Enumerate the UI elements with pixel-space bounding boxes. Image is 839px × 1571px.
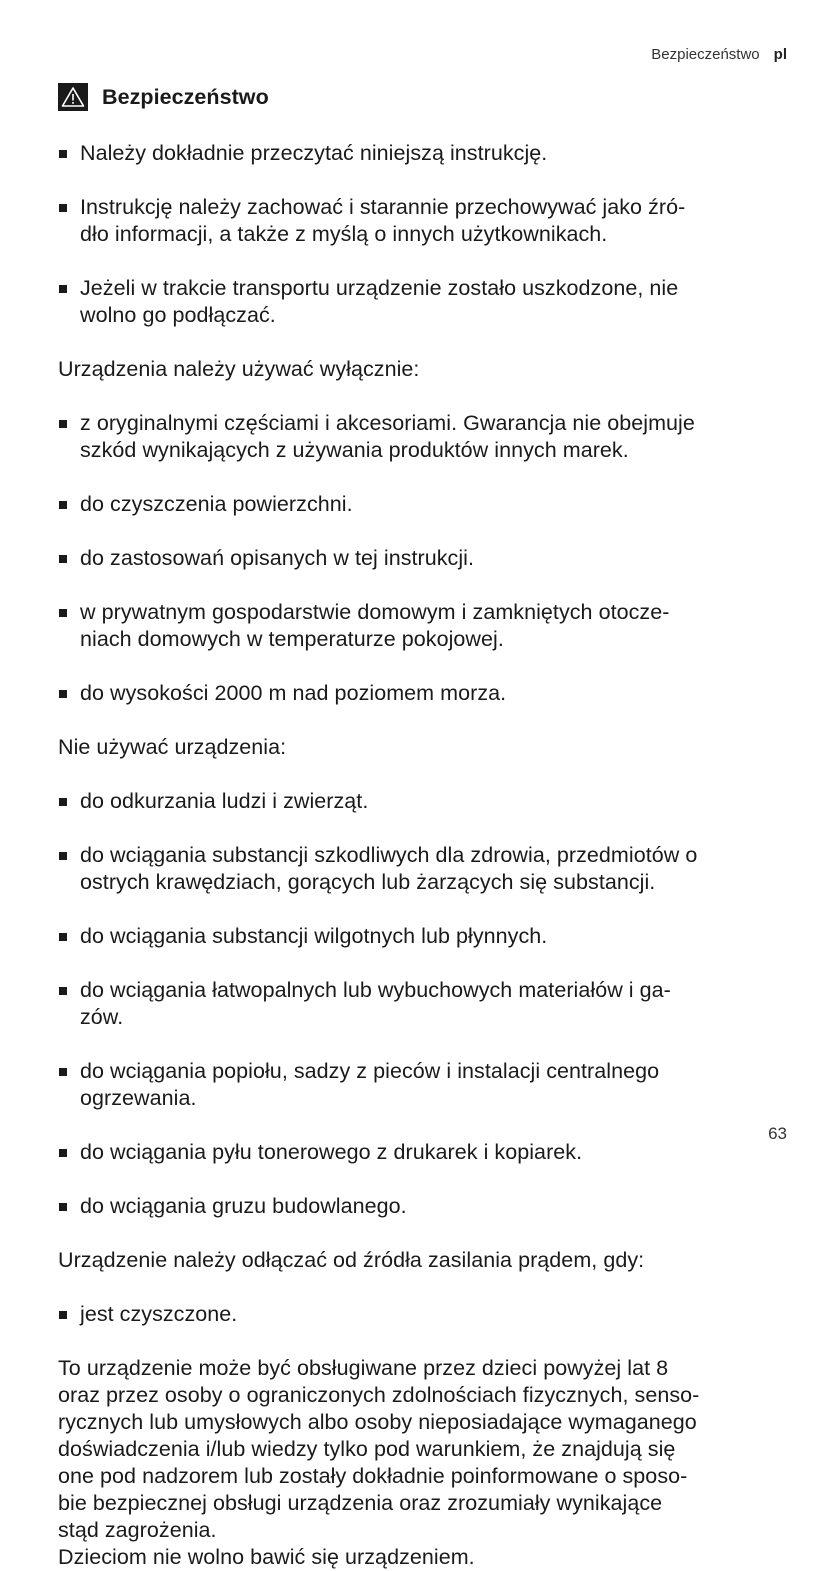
use-heading: Urządzenia należy używać wyłącznie: xyxy=(58,357,420,381)
list-item: do wciągania gruzu budowlanego. xyxy=(58,1193,798,1220)
list-item: Jeżeli w trakcie transportu urządzenie zostało uszkodzone, nie wolno go podłączać. xyxy=(58,275,798,329)
list-item: Należy dokładnie przeczytać niniejszą instrukcję. xyxy=(58,140,798,167)
play-paragraph: Dzieciom nie wolno bawić się urządzeniem. xyxy=(58,1545,475,1569)
children-paragraph: To urządzenie może być obsługiwane przez dzieci powyżej lat 8 oraz przez osoby o ograniczonych zdolnościach fizycznych, senso- rycznych lub umysłowych albo osoby nieposiadające wymaganego doświadczenia i/lub wiedzy tylko pod warunkiem, że znajdują się one pod nadzorem lub zostały dokładnie poinformowane o sposo- bie bezpiecznej obsługi urządzenia oraz zrozumiały wynikające stąd zagrożenia. xyxy=(58,1356,700,1542)
list-item: jest czyszczone. xyxy=(58,1301,798,1328)
warning-triangle-icon xyxy=(58,83,88,111)
section-title xyxy=(58,82,798,112)
running-header-lang: pl xyxy=(773,46,787,63)
list-item: do czyszczenia powierzchni. xyxy=(58,491,798,518)
list-item: do wciągania łatwopalnych lub wybuchowych materiałów i ga- zów. xyxy=(58,977,798,1031)
list-item: do wciągania pyłu tonerowego z drukarek i kopiarek. xyxy=(58,1139,798,1166)
nouse-heading: Nie używać urządzenia: xyxy=(58,735,287,759)
running-header-section: Bezpieczeństwo xyxy=(651,46,760,63)
list-item: w prywatnym gospodarstwie domowym i zamkniętych otocze- niach domowych w temperaturze pokojowej. xyxy=(58,599,798,653)
nouse-list xyxy=(58,761,798,1247)
section-title-text: Bezpieczeństwo xyxy=(102,85,269,109)
list-item: Instrukcję należy zachować i starannie przechowywać jako źró- dło informacji, a także z myślą o innych użytkownikach. xyxy=(58,194,798,248)
list-item: do wciągania popiołu, sadzy z pieców i instalacji centralnego ogrzewania. xyxy=(58,1058,798,1112)
running-header xyxy=(651,46,787,63)
disconnect-list xyxy=(58,1274,798,1355)
list-item: z oryginalnymi częściami i akcesoriami. Gwarancja nie obejmuje szkód wynikających z używania produktów innych marek. xyxy=(58,410,798,464)
list-item: do zastosowań opisanych w tej instrukcji. xyxy=(58,545,798,572)
list-item: do wysokości 2000 m nad poziomem morza. xyxy=(58,680,798,707)
page-number: 63 xyxy=(768,1124,787,1143)
list-item: do wciągania substancji szkodliwych dla zdrowia, przedmiotów o ostrych krawędziach, gorących lub żarzących się substancji. xyxy=(58,842,798,896)
list-item: do odkurzania ludzi i zwierząt. xyxy=(58,788,798,815)
use-list xyxy=(58,383,798,734)
page-content xyxy=(58,82,798,1571)
disconnect-heading: Urządzenie należy odłączać od źródła zasilania prądem, gdy: xyxy=(58,1248,645,1272)
list-item: do wciągania substancji wilgotnych lub płynnych. xyxy=(58,923,798,950)
intro-list xyxy=(58,113,798,356)
